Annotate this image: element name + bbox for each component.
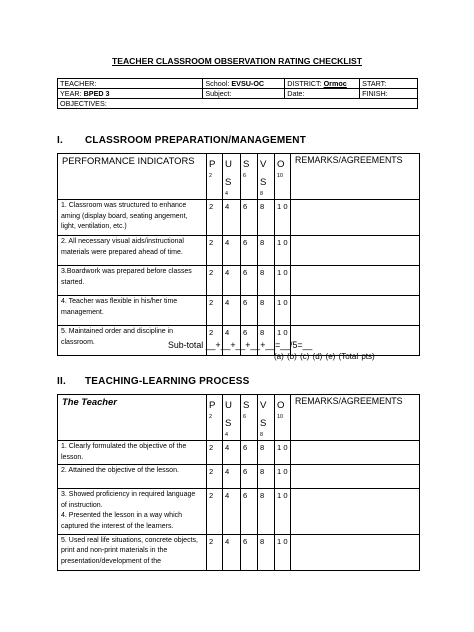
score-cell-2[interactable]: 4 <box>223 200 241 236</box>
scale-header-us <box>223 154 241 200</box>
scale-letter: U S <box>225 400 232 429</box>
date-label: Date: <box>287 89 305 98</box>
score-cell-2[interactable]: 4 <box>223 489 241 534</box>
remarks-header: REMARKS/AGREEMENTS <box>291 395 420 441</box>
scale-points: 8 <box>260 432 263 438</box>
document-title: TEACHER CLASSROOM OBSERVATION RATING CHECKLIST <box>111 56 363 66</box>
score-cell-4[interactable]: 8 <box>258 326 275 356</box>
date-field[interactable] <box>285 89 360 99</box>
table-header-row <box>58 154 420 200</box>
score-cell-2[interactable]: 4 <box>223 236 241 266</box>
scale-points: 10 <box>277 414 283 420</box>
school-label: School: <box>205 79 230 88</box>
teacher-field[interactable] <box>58 79 203 89</box>
remarks-cell[interactable] <box>291 236 420 266</box>
classroom-preparation-table <box>57 153 420 356</box>
scale-letter: S <box>243 400 250 411</box>
indicator-row <box>58 489 420 534</box>
scale-header-o <box>275 154 291 200</box>
objectives-field[interactable] <box>58 99 418 109</box>
score-cell-1[interactable]: 2 <box>207 326 223 356</box>
year-value: BPED 3 <box>83 89 110 98</box>
scale-letter: P <box>209 400 216 411</box>
score-cell-4[interactable]: 8 <box>258 465 275 489</box>
indicator-text: 5. Maintained order and discipline in classroom. <box>58 326 207 356</box>
score-cell-5[interactable]: 1 0 <box>275 326 291 356</box>
remarks-cell[interactable] <box>291 465 420 489</box>
indicator-row <box>58 465 420 489</box>
scale-points: 2 <box>209 414 212 420</box>
score-cell-1[interactable]: 2 <box>207 266 223 296</box>
district-value: Ormoc <box>323 79 347 88</box>
score-cell-5[interactable]: 1 0 <box>275 266 291 296</box>
scale-header-vs <box>258 395 275 441</box>
score-cell-5[interactable]: 1 0 <box>275 534 291 570</box>
finish-label: FINISH: <box>362 89 388 98</box>
indicator-text: 2. Attained the objective of the lesson. <box>58 465 207 489</box>
score-cell-4[interactable]: 8 <box>258 489 275 534</box>
district-label: DISTRICT: <box>287 79 322 88</box>
start-field[interactable] <box>360 79 418 89</box>
remarks-cell[interactable] <box>291 489 420 534</box>
indicator-text: 3. Showed proficiency in required language of instruction. 4. Presented the lesson in a way which captured the interest of the learners. <box>58 489 207 534</box>
score-cell-2[interactable]: 4 <box>223 326 241 356</box>
score-cell-4[interactable]: 8 <box>258 534 275 570</box>
remarks-cell[interactable] <box>291 200 420 236</box>
scale-header-s <box>241 395 258 441</box>
district-field[interactable] <box>285 79 360 89</box>
score-cell-3[interactable]: 6 <box>241 534 258 570</box>
section-2-number: II. <box>57 376 66 387</box>
scale-letter: O <box>277 400 285 411</box>
scale-header-p <box>207 395 223 441</box>
score-cell-2[interactable]: 4 <box>223 465 241 489</box>
scale-points: 6 <box>243 414 246 420</box>
info-row-2 <box>58 89 418 99</box>
scale-header-o <box>275 395 291 441</box>
indicator-text: 5. Used real life situations, concrete objects, print and non-print materials in the presentation/development of the <box>58 534 207 570</box>
indicator-text: 1. Clearly formulated the objective of the lesson. <box>58 441 207 465</box>
indicator-row <box>58 200 420 236</box>
school-field[interactable] <box>203 79 285 89</box>
teacher-label: TEACHER: <box>60 79 97 88</box>
score-cell-1[interactable]: 2 <box>207 236 223 266</box>
section-1-number: I. <box>57 135 63 146</box>
remarks-cell[interactable] <box>291 441 420 465</box>
scale-points: 10 <box>277 173 283 179</box>
scale-letter: V S <box>260 400 267 429</box>
scale-header-s <box>241 154 258 200</box>
section-1-heading <box>57 135 306 146</box>
score-cell-5[interactable]: 1 0 <box>275 489 291 534</box>
subject-field[interactable] <box>203 89 285 99</box>
start-label: START: <box>362 79 387 88</box>
score-cell-4[interactable]: 8 <box>258 296 275 326</box>
scale-letter: O <box>277 159 285 170</box>
score-cell-1[interactable]: 2 <box>207 489 223 534</box>
performance-indicators-header: PERFORMANCE INDICATORS <box>58 154 207 200</box>
scale-points: 4 <box>225 191 228 197</box>
score-cell-4[interactable]: 8 <box>258 200 275 236</box>
score-cell-2[interactable]: 4 <box>223 441 241 465</box>
score-cell-3[interactable]: 6 <box>241 441 258 465</box>
remarks-cell[interactable] <box>291 266 420 296</box>
the-teacher-header: The Teacher <box>58 395 207 441</box>
score-cell-5[interactable]: 1 0 <box>275 296 291 326</box>
remarks-cell[interactable] <box>291 296 420 326</box>
score-cell-3[interactable]: 6 <box>241 326 258 356</box>
indicator-row <box>58 534 420 570</box>
scale-points: 4 <box>225 432 228 438</box>
finish-field[interactable] <box>360 89 418 99</box>
score-cell-4[interactable]: 8 <box>258 236 275 266</box>
year-field[interactable] <box>58 89 203 99</box>
score-cell-1[interactable]: 2 <box>207 534 223 570</box>
indicator-text: 1. Classroom was structured to enhance aming (display board, seating angement, light, ventilation, etc.) <box>58 200 207 236</box>
indicator-text: 4. Teacher was flexible in his/her time management. <box>58 296 207 326</box>
score-cell-1[interactable]: 2 <box>207 200 223 236</box>
indicator-text: 2. All necessary visual aids/instructional materials were prepared ahead of time. <box>58 236 207 266</box>
subtotal-labels: (a) (b) (c) (d) (e) (Total pts) <box>274 352 375 361</box>
score-cell-3[interactable]: 6 <box>241 200 258 236</box>
objectives-label: OBJECTIVES: <box>60 99 107 108</box>
scale-letter: P <box>209 159 216 170</box>
section-1-title: CLASSROOM PREPARATION/MANAGEMENT <box>85 135 307 146</box>
school-value: EVSU-OC <box>231 79 265 88</box>
scale-letter: U S <box>225 159 232 188</box>
score-cell-1[interactable]: 2 <box>207 296 223 326</box>
teaching-learning-table <box>57 394 420 571</box>
info-row-3 <box>58 99 418 109</box>
score-cell-3[interactable]: 6 <box>241 296 258 326</box>
indicator-row <box>58 236 420 266</box>
scale-header-us <box>223 395 241 441</box>
indicator-row <box>58 296 420 326</box>
scale-header-vs <box>258 154 275 200</box>
scale-letter: S <box>243 159 250 170</box>
scale-points: 2 <box>209 173 212 179</box>
table-header-row <box>58 395 420 441</box>
score-cell-3[interactable]: 6 <box>241 465 258 489</box>
score-cell-5[interactable]: 1 0 <box>275 236 291 266</box>
section-2-heading <box>57 376 249 387</box>
score-cell-5[interactable]: 1 0 <box>275 441 291 465</box>
indicator-row <box>58 266 420 296</box>
scale-points: 6 <box>243 173 246 179</box>
score-cell-4[interactable]: 8 <box>258 266 275 296</box>
score-cell-1[interactable]: 2 <box>207 465 223 489</box>
remarks-cell[interactable] <box>291 534 420 570</box>
remarks-header: REMARKS/AGREEMENTS <box>291 154 420 200</box>
year-label: YEAR: <box>60 89 82 98</box>
score-cell-3[interactable]: 6 <box>241 266 258 296</box>
score-cell-5[interactable]: 1 0 <box>275 200 291 236</box>
section-2-title: TEACHING-LEARNING PROCESS <box>85 376 250 387</box>
info-row-1 <box>58 79 418 89</box>
scale-points: 8 <box>260 191 263 197</box>
score-cell-3[interactable]: 6 <box>241 236 258 266</box>
score-cell-4[interactable]: 8 <box>258 441 275 465</box>
header-info-table <box>57 78 418 109</box>
score-cell-5[interactable]: 1 0 <box>275 465 291 489</box>
scale-letter: V S <box>260 159 267 188</box>
indicator-row <box>58 441 420 465</box>
score-cell-3[interactable]: 6 <box>241 489 258 534</box>
score-cell-2[interactable]: 4 <box>223 296 241 326</box>
score-cell-2[interactable]: 4 <box>223 534 241 570</box>
indicator-text: 3.Boardwork was prepared before classes started. <box>58 266 207 296</box>
score-cell-1[interactable]: 2 <box>207 441 223 465</box>
subject-label: Subject: <box>205 89 232 98</box>
scale-header-p <box>207 154 223 200</box>
score-cell-2[interactable]: 4 <box>223 266 241 296</box>
subtotal-line: Sub-total __+__+__+__+__=__/5=__ <box>168 340 313 350</box>
